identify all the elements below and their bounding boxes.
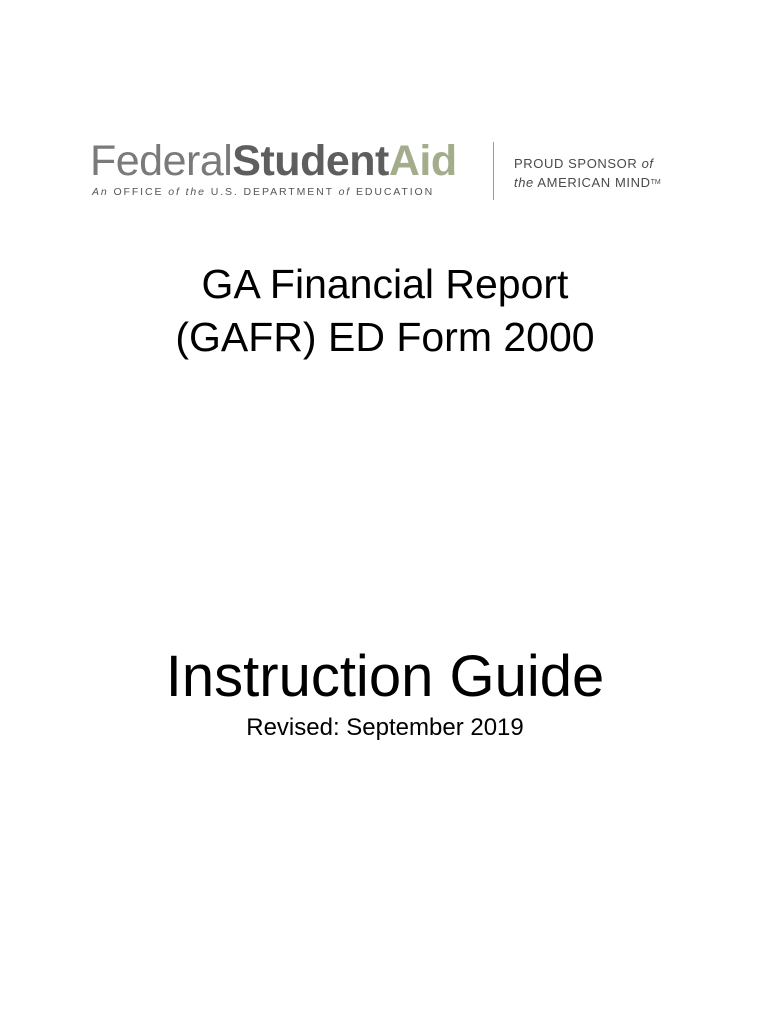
tagline-of-the: of the <box>168 186 206 198</box>
tagline-an: An <box>92 186 109 198</box>
logo-wordmark <box>90 138 457 184</box>
sponsor-american-mind: AMERICAN MIND <box>537 175 651 190</box>
logo-student-text: Student <box>232 137 389 185</box>
logo-tagline <box>92 186 434 198</box>
title-line-1: GA Financial Report <box>201 261 569 307</box>
document-title <box>0 258 770 364</box>
sponsor-line-2 <box>514 173 661 192</box>
guide-heading: Instruction Guide <box>165 644 605 709</box>
logo-federal-text: Federal <box>90 137 233 185</box>
sponsor-the: the <box>514 175 534 190</box>
revised-date: Revised: September 2019 <box>246 714 524 741</box>
tagline-of: of <box>338 186 352 198</box>
trademark-mark: TM <box>650 179 661 186</box>
sponsor-of: of <box>641 156 654 171</box>
tagline-department: U.S. DEPARTMENT <box>210 186 334 198</box>
logo-divider <box>493 142 494 200</box>
sponsor-proud: PROUD SPONSOR <box>514 156 638 171</box>
federal-student-aid-logo <box>90 138 690 204</box>
sponsor-line-1 <box>514 154 661 173</box>
logo-aid-text: Aid <box>388 137 457 185</box>
tagline-office: OFFICE <box>113 186 164 198</box>
tagline-education: EDUCATION <box>355 186 435 198</box>
sponsor-text <box>514 154 661 192</box>
title-line-2: (GAFR) ED Form 2000 <box>175 314 595 360</box>
